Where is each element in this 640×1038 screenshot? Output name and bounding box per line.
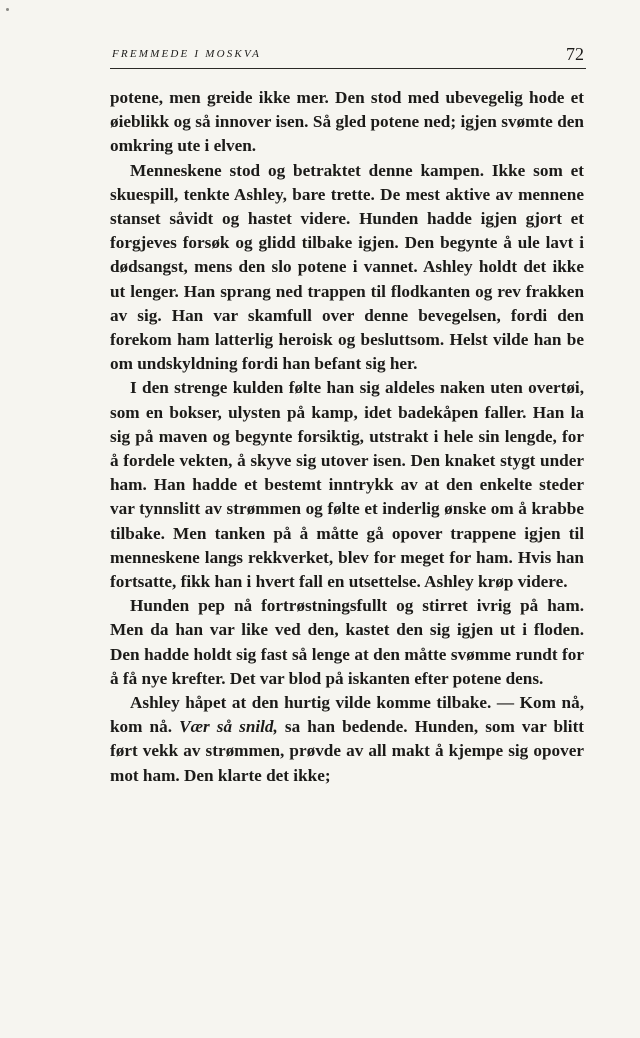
paragraph-5-start: Ashley håpet at den hurtig vilde komme tilbake. — Kom nå, kom nå. xyxy=(110,693,584,737)
page-number: 72 xyxy=(566,44,584,64)
paragraph-4: Hunden pep nå fortrøstningsfullt og stirret ivrig på ham. Men da han var like ved den, kastet den sig igjen ut i floden. Den hadde holdt sig fast så lenge at den måtte svømme rundt for å få nye krefter. Det var blod på iskanten efter potene dens. xyxy=(110,596,584,688)
body-text xyxy=(110,86,584,788)
running-head xyxy=(110,44,586,70)
paragraph-5 xyxy=(110,691,584,788)
paragraph-5-end: sa han bedende. Hunden, som var blitt ført vekk av strømmen, prøvde av all makt å kjempe sig opover mot ham. Den klarte det ikke; xyxy=(110,717,585,785)
paragraph-2: Menneskene stod og betraktet denne kampen. Ikke som et skuespill, tenkte Ashley, bare trette. De mest aktive av mennene stanset såvidt og hastet videre. Hunden hadde igjen gjort et forgjeves forsøk og glidd tilbake igjen. Den begynte å ule lavt i dødsangst, mens den slo potene i vannet. Ashley holdt det ikke ut lenger. Han sprang ned trappen til flodkanten og rev frakken av sig. Han var skamfull over denne bevegelsen, fordi den forekom ham latterlig heroisk og besluttsom. Helst vilde han be om undskyldning fordi han befant sig her. xyxy=(110,160,584,374)
header-rule xyxy=(110,68,586,69)
paragraph-5-italic: Vær så snild, xyxy=(179,717,278,737)
running-title: FREMMEDE I MOSKVA xyxy=(112,48,261,60)
paragraph-1: potene, men greide ikke mer. Den stod med ubevegelig hode et øieblikk og så innover isen. Så gled potene ned; igjen svømte den omkring ute i elven. xyxy=(110,88,584,156)
paragraph-3: I den strenge kulden følte han sig aldeles naken uten overtøi, som en bokser, ulysten på kamp, idet badekåpen faller. Han la sig på maven og begynte forsiktig, utstrakt i hele sin lengde, for å fordele vekten, å skyve sig utover isen. Den knaket stygt under ham. Han hadde et bestemt inntrykk av at den enkelte steder var tynnslitt av strømmen og følte et inderlig ønske om å krabbe tilbake. Men tanken på å måtte gå opover trappene igjen til menneskene langs rekkverket, blev for meget for ham. Hvis han fortsatte, fikk han i hvert fall en utsettelse. Ashley krøp videre. xyxy=(110,378,584,592)
print-speck xyxy=(6,8,9,11)
